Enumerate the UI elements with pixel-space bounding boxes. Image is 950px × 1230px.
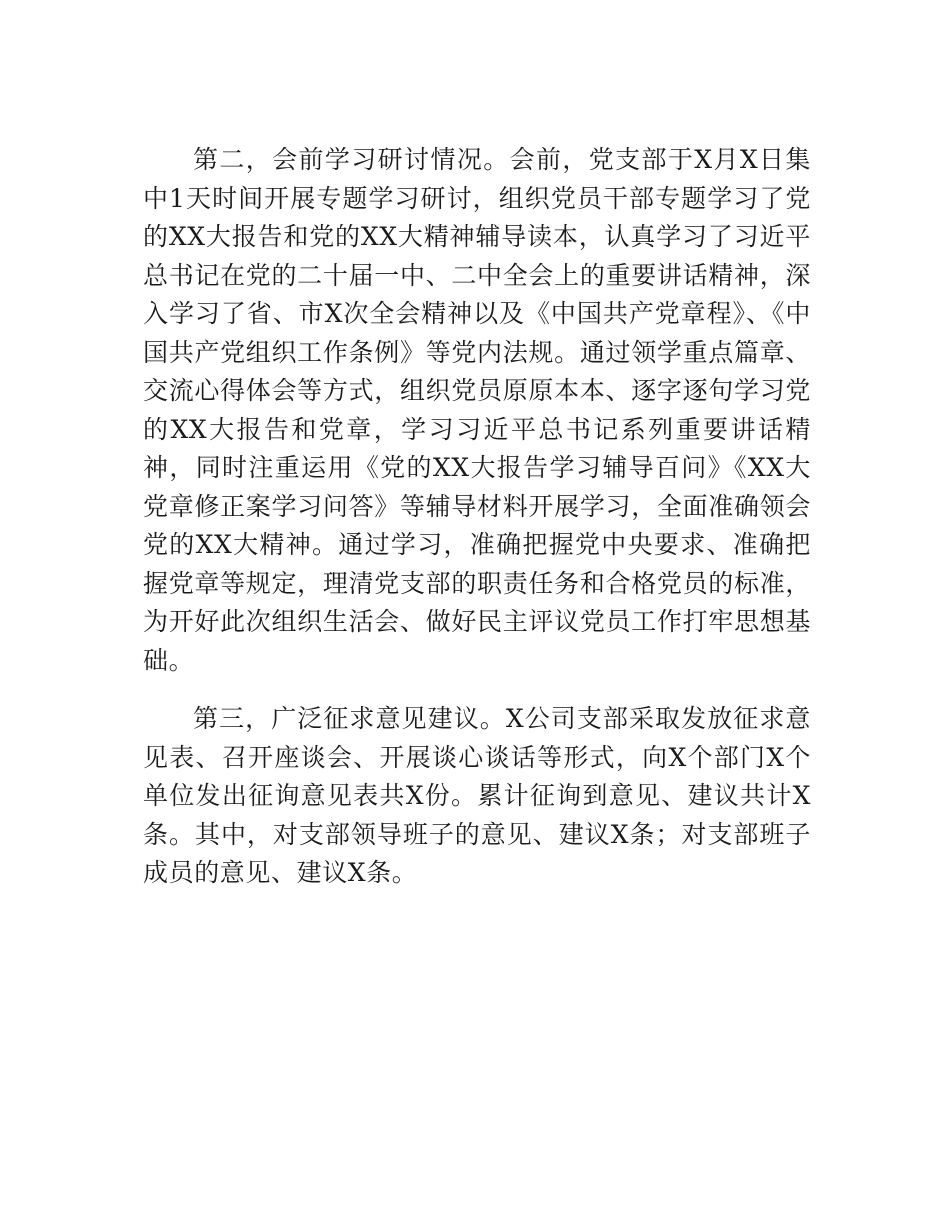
paragraph-solicit-opinions: 第三，广泛征求意见建议。X公司支部采取发放征求意见表、召开座谈会、开展谈心谈话等形式，向X个部门X个单位发出征询意见表共X份。累计征询到意见、建议共计X条。其中，对支部领导班子的意见、建议X条；对支部班子成员的意见、建议X条。 <box>143 704 811 887</box>
paragraph-pre-meeting-study: 第二，会前学习研讨情况。会前，党支部于X月X日集中1天时间开展专题学习研讨，组织党员干部专题学习了党的XX大报告和党的XX大精神辅导读本，认真学习了习近平总书记在党的二十届一中、二中全会上的重要讲话精神，深入学习了省、市X次全会精神以及《中国共产党章程》、《中国共产党组织工作条例》等党内法规。通过领学重点篇章、交流心得体会等方式，组织党员原原本本、逐字逐句学习党的XX大报告和党章，学习习近平总书记系列重要讲话精神，同时注重运用《党的XX大报告学习辅导百问》《XX大党章修正案学习问答》等辅导材料开展学习，全面准确领会党的XX大精神。通过学习，准确把握党中央要求、准确把握党章等规定，理清党支部的职责任务和合格党员的标准，为开好此次组织生活会、做好民主评议党员工作打牢思想基础。 <box>143 145 811 675</box>
document-body <box>143 141 811 893</box>
